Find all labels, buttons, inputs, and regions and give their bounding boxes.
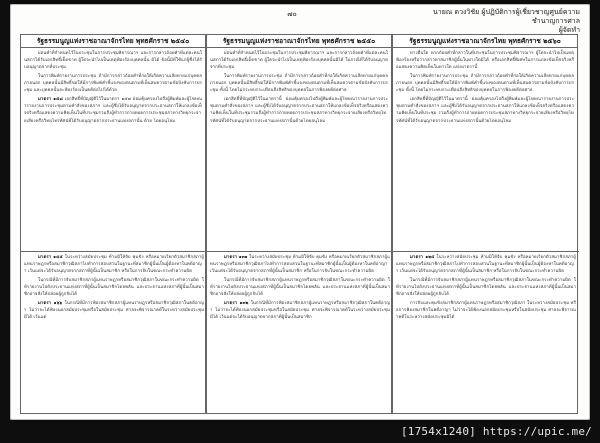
paragraph-text: เอกสิทธิ์ที่บัญญัติไว้ในมาตรา ๑๕๗ ย่อมคุ้มครองไปถึงผู้พิมพ์และผู้โฆษณารายงานการประชุมตามคำสั่งของสภาฯ และผู้ซึ่งได้รับอนุญาตจากประธานสภาให้แถลงข้อเท็จจริงหรือแสดงความคิดเห็นในที่ประชุมรวมถึงผู้ทำการถ่ายทอดการประชุมสภาทางวิทยุกระจายเสียงหรือวิทยุโทรทัศน์ที่ได้รับอนุญาตจากประธานแห่งสภานั้น ด้วย โดยอนุโลม	[24, 97, 203, 124]
paragraph-text: ในกรณีที่มีการฟ้องสมาชิกสภาผู้แทนราษฎรหรือสมาชิกวุฒิสภาในคดีอาญา ไม่ว่าจะได้ฟ้องนอกสมัยประชุมหรือในสมัยประชุม ศาลจะพิจารณาคดีในระหว่างสมัยประชุมมิได้ เว้นแต่จะได้รับอนุญาตจากสภาที่ผู้นั้นเป็นสมาชิก	[210, 301, 391, 321]
paragraph-text: ผ่อนคำที่กำหนดไว้ในประชุมในการประชุมพิจารณาฯ และการกล่าวถ้อยคำที่แต่ละคนในสภาได้รับเอกสิทธิ์เด็ดขาด ผู้ใดจะนำไปเป็นเหตุฟ้องร้องบุคคลนั้น มิได้ ข้อนี้มีที่ใช้แก่ผู้ซึ่งได้รับอนุญาตจากที่ประชุม	[24, 51, 202, 71]
column-2560	[392, 34, 578, 414]
paragraph-text: ในกรณีที่มีการฟ้องสมาชิกสภาผู้แทนราษฎรหรือสมาชิกวุฒิสภาในคดีอาญา ไม่ว่าจะได้ฟ้องนอกสมัยประชุมหรือในสมัยประชุม ศาลจะพิจารณาคดีในระหว่างสมัยประชุมมิได้ เว้นแต่	[24, 301, 204, 321]
paragraph	[24, 277, 204, 299]
column-title: รัฐธรรมนูญแห่งราชอาณาจักรไทย พุทธศักราช ๒๕๕๐	[207, 35, 391, 48]
paragraph-text: ในกรณีที่มีการจับสมาชิกสภาผู้แทนราษฎรหรือสมาชิกวุฒิสภาในขณะกระทำความผิด ให้รายงานไปยังประธานแห่งสภาที่ผู้นั้นเป็นสมาชิกโดยพลัน และประธานแห่งสภาที่ผู้นั้นเป็นสมาชิกอาจสั่งให้ปล่อยผู้ถูกจับได้	[210, 278, 390, 298]
paragraph-text: การจับและคุมขังสมาชิกสภาผู้แทนราษฎรหรือสมาชิกวุฒิสภา ในระหว่างสมัยประชุม หรือการฟ้องสมาชิกในคดีอาญา ไม่ว่าจะได้ฟ้องนอกสมัยประชุมหรือในสมัยประชุม ศาลจะพิจารณาคดีในระหว่างสมัยประชุมมิได้	[396, 301, 576, 321]
upper-block	[207, 48, 391, 125]
paragraph-text: เอกสิทธิ์ที่บัญญัติไว้ในมาตรานี้ ย่อมคุ้มครองไปถึงผู้พิมพ์และผู้โฆษณารายงานการประชุมตามคำสั่งของสภาฯ และผู้ซึ่งได้รับอนุญาตจากประธานสภาให้แถลงข้อเท็จจริงหรือแสดงความคิดเห็นในที่ประชุมรวมถึงผู้ทำการถ่ายทอดการประชุมสภาทางวิทยุกระจายเสียงหรือวิทยุโทรทัศน์ที่ได้รับอนุญาตจากประธานแห่งสภานั้นด้วยโดยอนุโลม	[210, 97, 388, 124]
paragraph-text: ในกรณีที่มีการจับสมาชิกสภาผู้แทนราษฎรหรือสมาชิกวุฒิสภาในขณะกระทำความผิด ให้รายงานไปยังประธานแห่งสภาที่ผู้นั้นเป็นสมาชิกโดยพลัน และประธานแห่งสภาที่ผู้นั้นเป็นสมาชิกอาจสั่งให้ปล่อยผู้ถูกจับได้	[396, 278, 576, 298]
paragraph	[396, 96, 574, 125]
paragraph	[24, 254, 204, 276]
paragraph	[396, 300, 576, 322]
paragraph	[24, 50, 202, 72]
paragraph-text: ในการพิมพ์รายงานการประชุม ถ้ามีการกล่าวถ้อยคำที่ก่อให้เกิดความเสียหายแก่บุคคลภายนอก บุคคลนั้นมีสิทธิ์ขอให้มีการพิมพ์คำชี้แจงของตนตามที่เห็นสมควรตามข้อบังคับการประชุม ทั้งนี้ โดยไม่กระทบกระเทือนถึงสิทธิของบุคคลในการฟ้องคดีต่อศาล	[210, 74, 388, 94]
paragraph-text: ในระหว่างสมัยประชุม ห้ามมิให้จับ คุมขัง หรือหมายเรียกตัวสมาชิกสภาผู้แทนราษฎรหรือสมาชิกวุฒิสภาไปทำการสอบสวนในฐานะที่สมาชิกผู้นั้นเป็นผู้ต้องหาในคดีอาญา เว้นแต่จะได้รับอนุญาตจากสภาที่ผู้นั้นเป็นสมาชิก หรือในการจับในขณะกระทำความผิด	[396, 255, 577, 275]
paragraph	[210, 300, 390, 322]
paragraph	[210, 254, 390, 276]
lower-block	[21, 251, 207, 323]
page-number: ๗๐	[287, 10, 297, 18]
upload-watermark: [1754x1240] https://upic.me/	[400, 425, 592, 438]
section-number: มาตรา ๑๒๕	[410, 255, 435, 260]
section-number: มาตรา ๑๖๖	[38, 301, 63, 306]
column-2540	[20, 34, 206, 414]
section-number: มาตรา ๑๓๑	[224, 255, 248, 260]
paragraph	[210, 73, 388, 95]
page-header	[10, 7, 590, 37]
paragraph	[24, 96, 202, 125]
paragraph-text: ทางอื่นใด หากถ้อยคำที่กล่าวในที่ประชุมในการประชุมพิจารณาฯ ผู้ใดจะนำไปเป็นเหตุฟ้องร้องหรือว่ากล่าวหาสมาชิกผู้นั้นในทางใดมิได้ หรือเอกสิทธิ์พิเศษในการแถลงข้อเท็จจริงหรือแสดงความคิดเห็นในทางใด แห่งมาตรานี้	[396, 51, 574, 71]
author-info	[412, 8, 580, 35]
section-number: มาตรา ๑๕๘	[38, 97, 63, 102]
paragraph-text: ในกรณีที่มีการจับสมาชิกสภาผู้แทนราษฎรหรือสมาชิกวุฒิสภาในขณะกระทำความผิด ให้รายงานไปยังประธานแห่งสภาที่ผู้นั้นเป็นสมาชิกโดยพลัน และประธานแห่งสภาที่ผู้นั้นเป็นสมาชิกอาจสั่งให้ปล่อยผู้ถูกจับได้	[24, 278, 204, 298]
section-number: มาตรา ๑๔๕	[38, 255, 63, 260]
paragraph-text: ผ่อนคำที่กำหนดไว้ในประชุมในการประชุมพิจารณาฯ และการกล่าวถ้อยคำที่แต่ละคนในสภาได้รับเอกสิทธิ์เด็ดขาด ผู้ใดจะนำไปเป็นเหตุฟ้องร้องบุคคลนั้นมิได้ ในกรณีที่ได้รับอนุญาตจากที่ประชุม	[210, 51, 388, 71]
lower-block	[393, 251, 579, 323]
paragraph-text: ในระหว่างสมัยประชุม ห้ามมิให้จับ คุมขัง หรือหมายเรียกตัวสมาชิกสภาผู้แทนราษฎรหรือสมาชิกวุฒิสภาไปทำการสอบสวนในฐานะที่สมาชิกผู้นั้นเป็นผู้ต้องหาในคดีอาญา เว้นแต่จะได้รับอนุญาตจากสภาที่ผู้นั้นเป็นสมาชิก หรือในการจับในขณะกระทำความผิด	[24, 255, 204, 275]
column-title: รัฐธรรมนูญแห่งราชอาณาจักรไทย พุทธศักราช ๒๕๖๐	[393, 35, 577, 48]
column-2550	[206, 34, 392, 414]
column-title: รัฐธรรมนูญแห่งราชอาณาจักรไทย พุทธศักราช ๒๕๔๐	[21, 35, 205, 48]
paragraph	[210, 96, 388, 125]
paragraph	[396, 50, 574, 72]
section-number: มาตรา ๑๓๒	[224, 301, 249, 306]
paragraph	[210, 277, 390, 299]
author-position: ผู้จัดทำ	[558, 26, 580, 34]
paragraph-text: เอกสิทธิ์ที่บัญญัติไว้ในมาตรานี้ ย่อมคุ้มครองไปถึงผู้พิมพ์และผู้โฆษณารายงานการประชุมตามคำสั่งของสภาฯ และผู้ซึ่งได้รับอนุญาตจากประธานสภาให้แถลงข้อเท็จจริงหรือแสดงความคิดเห็นในที่ประชุม รวมถึงผู้ทำการถ่ายทอดการประชุมสภาทางวิทยุกระจายเสียงหรือวิทยุโทรทัศน์ที่ได้รับอนุญาตจากประธานแห่งสภานั้นด้วยโดยอนุโลม	[396, 97, 574, 124]
paragraph-text: ในระหว่างสมัยประชุม ห้ามมิให้จับ คุมขัง หรือหมายเรียกตัวสมาชิกสภาผู้แทนราษฎรหรือสมาชิกวุฒิสภาไปทำการสอบสวนในฐานะที่สมาชิกผู้นั้นเป็นผู้ต้องหาในคดีอาญา เว้นแต่จะได้รับอนุญาตจากสภาที่ผู้นั้นเป็นสมาชิก หรือในการจับในขณะกระทำความผิด	[210, 255, 390, 275]
author-name: นายณ ดวงวิชัย ผู้ปฏิบัติการผู้เชี่ยวชาญศูนย์ความชำนาญการศาล	[432, 8, 580, 25]
paragraph	[396, 254, 576, 276]
document-page	[10, 4, 590, 420]
paragraph	[396, 73, 574, 95]
paragraph-text: ในการพิมพ์รายงานการประชุม ถ้ามีการกล่าวถ้อยคำที่ก่อให้เกิดความเสียหายแก่บุคคลภายนอก บุคคลนั้นมีสิทธิ์ขอให้มีการพิมพ์คำชี้แจงของตนตามที่เห็นสมควรตามข้อบังคับการประชุม ทั้งนี้ โดยไม่กระทบกระเทือนถึงสิทธิของบุคคลในการฟ้องคดีต่อศาล	[396, 74, 574, 94]
paragraph	[396, 277, 576, 299]
paragraph	[24, 73, 202, 95]
paragraph	[210, 50, 388, 72]
upper-block	[21, 48, 205, 125]
paragraph	[24, 300, 204, 322]
lower-block	[207, 251, 393, 323]
paragraph-text: ในการพิมพ์รายงานการประชุม ถ้ามีการกล่าวถ้อยคำที่ก่อให้เกิดความเสียหายแก่บุคคลภายนอก บุคคลนั้นมีสิทธิ์ขอให้มีการพิมพ์คำชี้แจงของตนตามที่เห็นสมควรตามข้อบังคับการประชุม และบุคคลนั้นจะฟ้องร้องเป็นคดีต่อไปได้ด้วย	[24, 74, 202, 94]
upper-block	[393, 48, 577, 125]
